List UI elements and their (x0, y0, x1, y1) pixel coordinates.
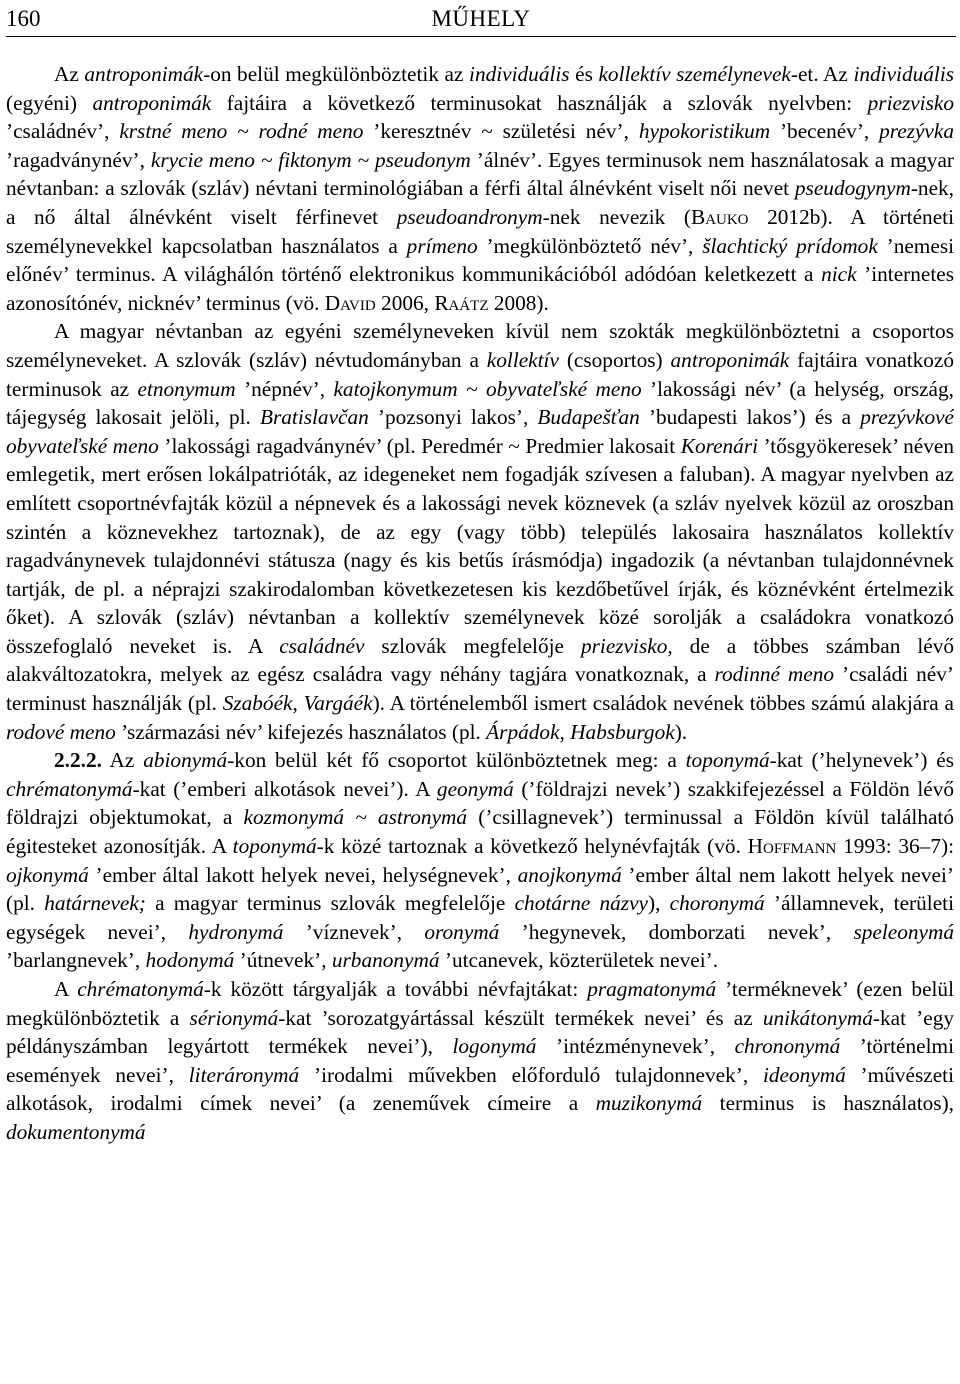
italic-term: priezvisko, (580, 633, 673, 658)
italic-term: chrononymá (734, 1034, 841, 1059)
italic-term: toponymá (232, 834, 317, 859)
text-run: -kat ’sorozatgyártással készült termékek nevei’ és az (278, 1005, 763, 1030)
section-number: 2.2.2. (54, 748, 102, 773)
italic-term: chotárne názvy (514, 891, 648, 916)
italic-term: antroponimák (670, 347, 790, 372)
text-run: ’lakossági név’ (a helység, ország, tájegység lakosait jelöli, pl. (6, 376, 954, 430)
text-run: Az (54, 62, 85, 86)
italic-term: šlachtický prídomok (702, 233, 878, 258)
paragraph (6, 60, 954, 317)
italic-term: pragmatonymá (587, 977, 717, 1001)
text-run: ’internetes azonosítónév, nicknév’ terminus (vö. (6, 262, 954, 315)
text-run: szlovák megfelelője (364, 633, 581, 658)
italic-term: kollektív személynevek (598, 62, 791, 86)
text-run: ’utcanevek, közterületek nevei’. (439, 948, 719, 973)
text-run: 2008). (488, 290, 549, 315)
italic-term: krstné meno ~ rodné meno (119, 119, 364, 144)
text-run: fajtáira a következő terminusokat használják a szlovák nyelvben: (211, 90, 868, 115)
text-run: ’megkülönböztető név’, (477, 233, 703, 258)
italic-term: chrématonymá (6, 776, 133, 801)
text-run: ’budapesti lakos’) és a (639, 405, 861, 430)
italic-term: abionymá (143, 748, 228, 773)
text-run: és (569, 62, 599, 86)
italic-term: chrématonymá (77, 977, 204, 1001)
italic-term: dokumentonymá (6, 1119, 146, 1144)
italic-term: Bratislavčan (259, 405, 369, 430)
italic-term: családnév (279, 633, 365, 658)
italic-term: pseudoandronym (396, 204, 543, 229)
italic-term: anojkonymá (517, 862, 622, 887)
text-run: ’barlangnevek’, (6, 948, 146, 973)
text-run: (csoportos) (558, 347, 671, 372)
text-run: ’lakossági ragadványnév’ (pl. Peredmér ~ Predmier lakosait (158, 433, 681, 458)
italic-term: nick (821, 262, 857, 287)
italic-term: kozmonymá ~ astronymá (243, 805, 468, 830)
italic-term: Korenári (680, 433, 759, 458)
text-run: terminus is használatos), (702, 1091, 954, 1116)
italic-term: Árpádok, Habsburgok (486, 719, 675, 744)
italic-term: Budapešťan (537, 405, 640, 430)
italic-term: prímeno (406, 233, 478, 258)
text-run: ’történelmi események nevei’, (6, 1034, 954, 1087)
italic-term: határnevek; (44, 891, 146, 916)
italic-term: oronymá (424, 919, 500, 944)
text-run: ’nemesi előnév’ terminus. A világhálón történő elektronikus kommunikációból adódóan keletkezett a (6, 233, 954, 287)
text-run: ’államnevek, területi egységek nevei’, (6, 891, 954, 944)
text-run: -k közé tartoznak a következő helynévfajták (vö. (316, 834, 748, 859)
author-citation: Bauko (690, 204, 749, 229)
text-run: -on belül megkülönböztetik az (203, 62, 470, 86)
text-run: -kat (’emberi alkotások nevei’). A (132, 776, 437, 801)
italic-term: hodonymá (145, 948, 235, 973)
text-run: A (54, 977, 78, 1001)
italic-term: toponymá (685, 748, 770, 773)
page-header (6, 4, 956, 37)
italic-term: individuális (469, 62, 570, 86)
italic-term: ideonymá (762, 1062, 846, 1087)
text-run: ’becenév’, (770, 119, 880, 144)
text-run: fajtáira vonatkozó terminusok az (6, 347, 954, 401)
italic-term: krycie meno ~ fiktonym ~ pseudonym (150, 147, 471, 172)
text-run: -kat (’helynevek’) és (769, 748, 954, 773)
italic-term: etnonymum (137, 376, 236, 401)
text-run: -kon belül két fő csoportot különböztetnek meg: a (227, 748, 686, 773)
italic-term: choronymá (669, 891, 765, 916)
text-run: -kat ’egy példányszámban legyártott termékek nevei’), (6, 1005, 954, 1059)
text-run: ’ember által lakott helyek nevei, helységnevek’, (88, 862, 518, 887)
italic-term: prezývkové obyvateľské meno (6, 405, 954, 458)
italic-term: ojkonymá (6, 862, 89, 887)
italic-term: kollektív (486, 347, 559, 372)
text-run: a magyar terminus szlovák megfelelője (145, 891, 515, 916)
text-run: ’terméknevek’ (ezen belül megkülönböztetik a (6, 977, 954, 1030)
text-run: ’ragadványnév’, (6, 147, 151, 172)
italic-term: hydronymá (188, 919, 284, 944)
text-run: ). A történelemből ismert családok nevének többes számú alakjára a (372, 691, 954, 716)
text-run: ’származási név’ kifejezés használatos (pl. (115, 719, 487, 744)
text-run: ’álnév’. Egyes terminusok nem használatosak a magyar névtanban: a szlovák (szláv) névtani terminológiában a férfi által álnévként viselt női nevet (6, 147, 954, 201)
text-run: ’népnév’, (235, 376, 334, 401)
text-run: ), (648, 891, 670, 916)
italic-term: urbanonymá (331, 948, 440, 973)
italic-term: pseudogynym (794, 176, 911, 201)
text-run: ’tősgyökeresek’ néven emlegetik, mert erősen lokálpatrióták, az idegeneket nem fogadják szívesen a faluban). A magyar nyelvben az említett csoportnévfajták közül a népnevek és a lakossági nevek köznevek (a szláv nyelvek közül az oroszban szintén a köznevekhez tartoznak), de az egy (vagy több) település lakosaira használatos kollektív ragadványnevek tulajdonnévi státusza (nagy és kis betűs írásmódja) ingadozik (a névtanban tulajdonnévnek tartják, de pl. a néprajzi szakirodalomban következetesen kis kezdőbetűvel írják, és köznévként értelmezik őket). A szlovák (szláv) névtanban a kollektív személynevek közé sorolják a családokra vonatkozó összefoglaló neveket is. A (6, 433, 954, 658)
italic-term: antroponimák (92, 90, 212, 115)
text-run: -nek nevezik ( (542, 204, 691, 229)
italic-term: sérionymá (189, 1005, 279, 1030)
italic-term: rodinné meno (714, 662, 835, 687)
italic-term: priezvisko (867, 90, 954, 115)
text-run: -et. Az (790, 62, 854, 86)
italic-term: prezývka (879, 119, 954, 144)
italic-term: individuális (853, 62, 954, 86)
text-run: ’útnevek’, (234, 948, 332, 973)
text-run: 2006, (375, 290, 435, 315)
article-body (6, 60, 954, 1380)
text-run: ’családnév’, (6, 119, 120, 144)
italic-term: Szabóék, Vargáék (222, 691, 373, 716)
running-title: MŰHELY (431, 6, 531, 31)
text-run: ’ember által nem lakott helyek nevei’ (pl. (6, 862, 954, 916)
italic-term: rodové meno (6, 719, 116, 744)
italic-term: unikátonymá (762, 1005, 873, 1030)
text-run: ’víznevek’, (283, 919, 425, 944)
author-citation: David (324, 290, 376, 315)
paragraph (6, 975, 954, 1147)
paragraph (6, 317, 954, 746)
author-citation: Raátz (434, 290, 489, 315)
text-run: (’földrajzi nevek’) szakkifejezéssel a Földön lévő földrajzi objektumokat, a (6, 776, 954, 830)
paragraph (6, 746, 954, 975)
text-run: ’hegynevek, domborzati nevek’, (499, 919, 854, 944)
italic-term: speleonymá (853, 919, 954, 944)
italic-term: logonymá (452, 1034, 537, 1059)
text-run: (egyéni) (6, 90, 93, 115)
text-run: Az (101, 748, 144, 773)
text-run: de a többes számban lévő alakváltozatokra, melyek az egész családra vagy néhány tagjára vonatkoznak, a (6, 633, 954, 687)
text-run: A magyar névtanban az egyéni személyneveken kívül nem szokták megkülönböztetni a csoportos személyneveket. A szlovák (szláv) névtudományban a (6, 319, 954, 372)
text-run: ’családi név’ terminust használják (pl. (6, 662, 954, 716)
text-run: 2012b). A történeti személynevekkel kapcsolatban használatos a (6, 204, 954, 258)
italic-term: hypokoristikum (638, 119, 771, 144)
page-number: 160 (6, 6, 41, 31)
text-run: ’intézménynevek’, (536, 1034, 735, 1059)
text-run: ’keresztnév ~ születési név’, (363, 119, 639, 144)
text-run: 1993: 36–7): (836, 834, 954, 859)
italic-term: antroponimák (84, 62, 204, 86)
text-run: ’irodalmi művekben előforduló tulajdonnevek’, (299, 1062, 763, 1087)
text-run: ’pozsonyi lakos’, (368, 405, 538, 430)
italic-term: katojkonymum ~ obyvateľské meno (333, 376, 642, 401)
author-citation: Hoffmann (747, 834, 837, 859)
italic-term: geonymá (436, 776, 514, 801)
text-run: ). (674, 719, 688, 744)
text-run: ’művészeti alkotások, irodalmi címek nevei’ (a zeneművek címeire a (6, 1062, 954, 1116)
italic-term: muzikonymá (595, 1091, 703, 1116)
text-run: -nek, a nő által álnévként viselt férfinevet (6, 176, 954, 229)
italic-term: literáronymá (188, 1062, 300, 1087)
text-run: (’csillagnevek’) terminussal a Földön kívül található égitesteket azonosítják. A (6, 805, 954, 859)
text-run: -k között tárgyalják a további névfajtákat: (203, 977, 588, 1001)
